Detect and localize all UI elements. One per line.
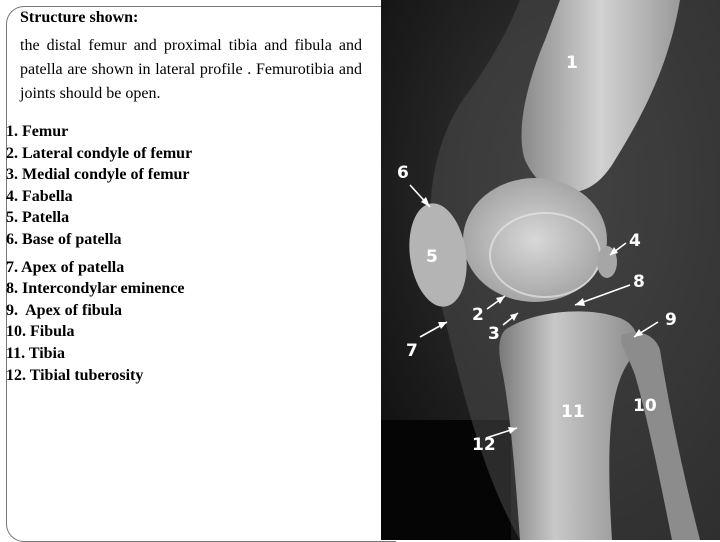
list-item: 8. Intercondylar eminence <box>6 280 185 298</box>
knee-xray-image <box>381 0 720 540</box>
xray-label-5: 5 <box>426 247 438 267</box>
list-item: 11. Tibia <box>6 344 65 362</box>
list-item: 10. Fibula <box>6 323 75 341</box>
xray-label-4: 4 <box>629 231 641 251</box>
section-heading: Structure shown: <box>20 9 139 26</box>
xray-label-9: 9 <box>665 310 677 330</box>
xray-label-10: 10 <box>633 396 657 416</box>
xray-label-7: 7 <box>406 341 418 361</box>
list-item: 5. Patella <box>6 209 70 227</box>
xray-label-2: 2 <box>472 305 484 325</box>
list-item: 2. Lateral condyle of femur <box>6 144 193 162</box>
structure-list <box>6 121 192 386</box>
xray-label-8: 8 <box>633 272 645 292</box>
xray-label-3: 3 <box>488 324 500 344</box>
xray-label-12: 12 <box>472 435 496 455</box>
list-item: 4. Fabella <box>6 187 73 205</box>
description-paragraph: the distal femur and proximal tibia and fibula and patella are shown in lateral profile . Femurotibia and joints should be open. <box>20 37 362 102</box>
list-item: 3. Medial condyle of femur <box>6 166 190 184</box>
list-item: 12. Tibial tuberosity <box>6 366 144 384</box>
list-item: 7. Apex of patella <box>6 258 125 276</box>
xray-label-11: 11 <box>561 402 585 422</box>
list-item: 9. Apex of fibula <box>6 301 123 319</box>
list-item: 1. Femur <box>6 123 69 140</box>
xray-label-6: 6 <box>397 163 409 183</box>
list-item: 6. Base of patella <box>6 230 122 248</box>
xray-label-1: 1 <box>566 53 578 73</box>
